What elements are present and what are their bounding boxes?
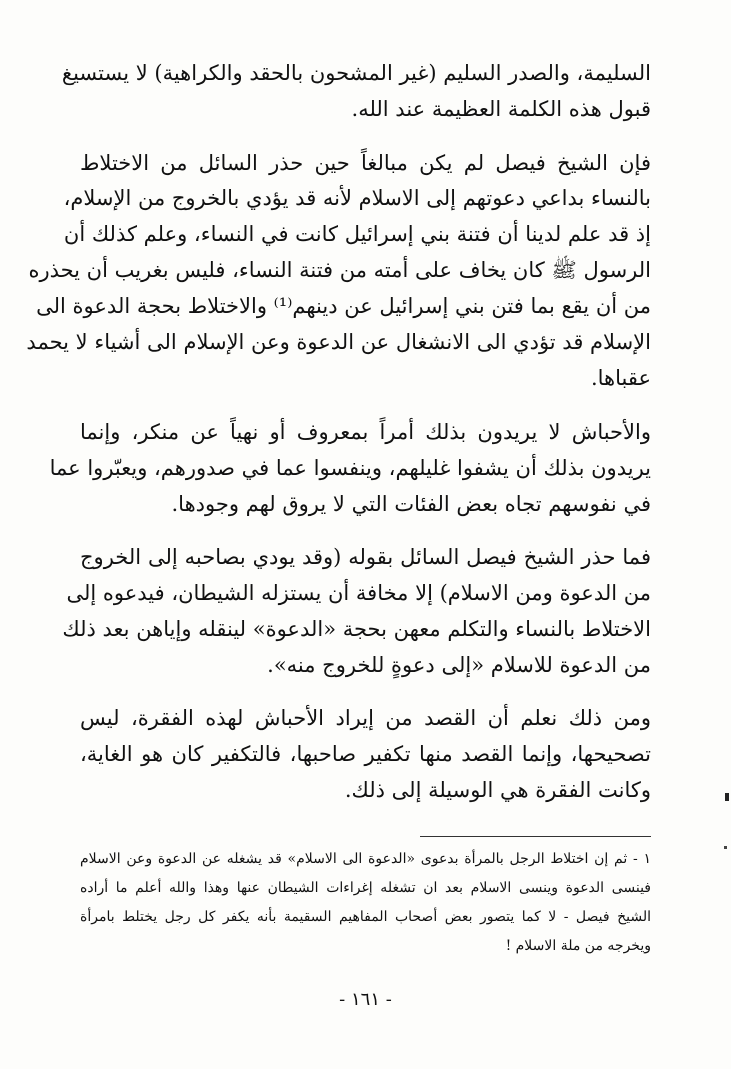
body-line: في نفوسهم تجاه بعض الفئات التي لا يروق لهم وجودها. (171, 492, 651, 516)
body-line: من أن يقع بما فتن بني إسرائيل عن دينهم⁽¹⁾ والاختلاط بحجة الدعوة الى (36, 294, 651, 318)
body-line: تصحيحها، وإنما القصد منها تكفير صاحبها، فالتكفير كان هو الغاية، (80, 742, 651, 766)
body-line: السليمة، والصدر السليم (غير المشحون بالحقد والكراهية) لا يستسيغ (61, 61, 651, 85)
body-line: قبول هذه الكلمة العظيمة عند الله. (351, 97, 651, 121)
body-line: عقباها. (590, 366, 651, 390)
page-number: - ١٦١ - (339, 989, 392, 1010)
body-line: فما حذر الشيخ فيصل السائل بقوله (وقد يودي بصاحبه إلى الخروج (80, 545, 651, 569)
body-line: وكانت الفقرة هي الوسيلة إلى ذلك. (344, 778, 651, 802)
body-line: يريدون بذلك أن يشفوا غليلهم، وينفسوا عما في صدورهم، ويعبّروا عما (49, 456, 651, 480)
footnote-line: ويخرجه من ملة الاسلام ! (505, 938, 651, 954)
body-line: الرسول ﷺ كان يخاف على أمته من فتنة النساء، فليس بغريب أن يحذره (28, 258, 651, 282)
footnote-line: الشيخ فيصل - لا كما يتصور بعض أصحاب المفاهيم السقيمة بأنه يكفر كل رجل يختلط بامرأة (80, 909, 651, 925)
footnote-line: ١ - ثم إن اختلاط الرجل بالمرأة بدعوى «الدعوة الى الاسلام» قد يشغله عن الدعوة وعن الاسلام (80, 851, 651, 867)
footnote-line: فينسى الدعوة وينسى الاسلام بعد ان تشغله إغراءات الشيطان عنها وهذا والله أعلم ما أراده (80, 880, 651, 896)
body-line: الإسلام قد تؤدي الى الانشغال عن الدعوة وعن الإسلام الى أشياء لا يحمد (26, 330, 651, 354)
body-line: فإن الشيخ فيصل لم يكن مبالغاً حين حذر السائل من الاختلاط (80, 151, 651, 175)
scan-speck (724, 846, 727, 849)
body-line: الاختلاط بالنساء والتكلم معهن بحجة «الدعوة» لينقله وإياهن بعد ذلك (62, 617, 651, 641)
body-line: ومن ذلك نعلم أن القصد من إيراد الأحباش لهذه الفقرة، ليس (80, 706, 651, 730)
scan-mark (725, 793, 729, 801)
body-line: إذ قد علم لدينا أن فتنة بني إسرائيل كانت في النساء، وعلم كذلك أن (63, 222, 651, 246)
body-line: من الدعوة ومن الاسلام) إلا مخافة أن يستزله الشيطان، فيدعوه إلى (66, 581, 651, 605)
body-line: والأحباش لا يريدون بذلك أمراً بمعروف أو نهياً عن منكر، وإنما (80, 420, 651, 444)
body-line: من الدعوة للاسلام «إلى دعوةٍ للخروج منه». (267, 653, 651, 677)
body-line: بالنساء بداعي دعوتهم إلى الاسلام لأنه قد يؤدي بالخروج من الإسلام، (63, 186, 651, 210)
footnote-divider (420, 836, 651, 837)
